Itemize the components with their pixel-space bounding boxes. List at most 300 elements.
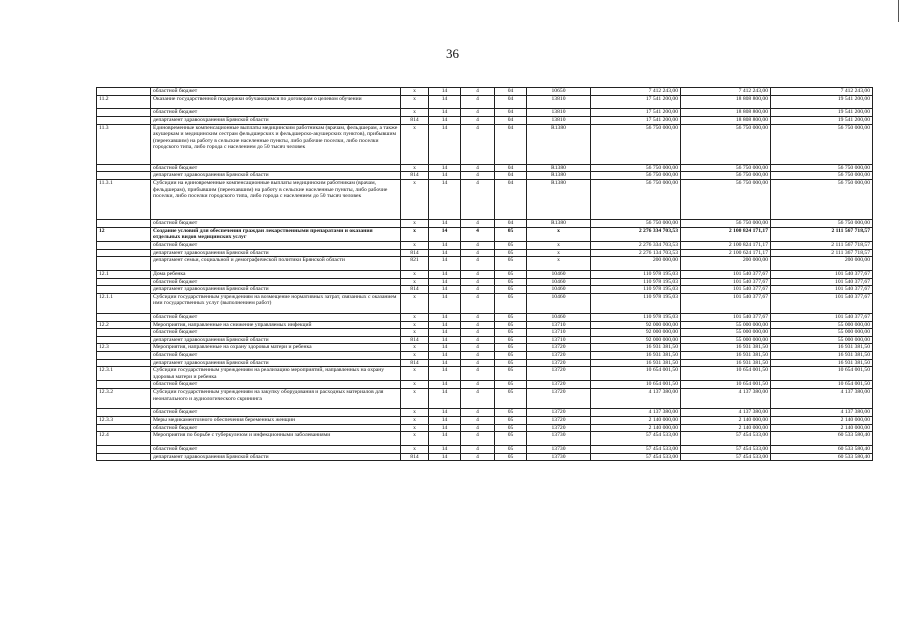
table-row [97, 293, 873, 313]
row-name: департамент здравоохранения Брянской области [151, 453, 401, 461]
target-code: 05 [495, 389, 527, 409]
row-name: областной бюджет [151, 164, 401, 172]
row-name: областной бюджет [151, 381, 401, 389]
admin-code: 814 [401, 453, 429, 461]
admin-code: х [401, 389, 429, 409]
amount-2019: 56 750 000,00 [591, 179, 681, 219]
amount-2021: 16 931 381,50 [771, 352, 873, 360]
target-code: 04 [495, 172, 527, 180]
amount-2019: 110 978 195,03 [591, 293, 681, 313]
subsection-code: 4 [461, 286, 495, 294]
expense-code: 13720 [527, 417, 591, 425]
expense-code: 13730 [527, 445, 591, 453]
amount-2019: 57 454 533,00 [591, 453, 681, 461]
amount-2020: 4 137 380,00 [681, 409, 771, 417]
row-name: областной бюджет [151, 278, 401, 286]
subsection-code: 4 [461, 329, 495, 337]
target-code: 05 [495, 241, 527, 249]
row-name: департамент здравоохранения Брянской области [151, 336, 401, 344]
section-code: 14 [429, 336, 461, 344]
section-code: 14 [429, 116, 461, 124]
amount-2020: 10 654 001,50 [681, 381, 771, 389]
amount-2019: 56 750 000,00 [591, 164, 681, 172]
admin-code: 814 [401, 359, 429, 367]
amount-2021: 200 000,00 [771, 257, 873, 271]
row-number: 12.1.1 [97, 293, 151, 313]
row-number [97, 359, 151, 367]
amount-2019: 10 654 001,50 [591, 381, 681, 389]
row-name: Дома ребенка [151, 270, 401, 278]
amount-2021: 19 541 200,00 [771, 116, 873, 124]
subsection-code: 4 [461, 241, 495, 249]
subsection-code: 4 [461, 417, 495, 425]
amount-2019: 110 978 195,03 [591, 314, 681, 322]
amount-2020: 2 100 824 171,17 [681, 227, 771, 241]
subsection-code: 4 [461, 336, 495, 344]
row-name: Мероприятия по борьбе с туберкулезом и инфекционными заболеваниями [151, 432, 401, 446]
admin-code: х [401, 321, 429, 329]
amount-2019: 200 000,00 [591, 257, 681, 271]
expense-code: 13720 [527, 389, 591, 409]
target-code: 05 [495, 321, 527, 329]
target-code: 04 [495, 179, 527, 219]
admin-code: х [401, 381, 429, 389]
section-code: 14 [429, 109, 461, 117]
amount-2021: 2 140 000,00 [771, 417, 873, 425]
section-code: 14 [429, 164, 461, 172]
amount-2020: 18 808 800,00 [681, 116, 771, 124]
target-code: 05 [495, 367, 527, 381]
amount-2020: 56 750 000,00 [681, 179, 771, 219]
amount-2019: 56 750 000,00 [591, 172, 681, 180]
row-number: 12.4 [97, 432, 151, 446]
amount-2021: 55 000 000,00 [771, 336, 873, 344]
admin-code: х [401, 179, 429, 219]
section-code: 14 [429, 241, 461, 249]
subsection-code: 4 [461, 95, 495, 109]
admin-code: х [401, 220, 429, 228]
table-row [97, 241, 873, 249]
expense-code: 13720 [527, 367, 591, 381]
amount-2020: 2 100 824 171,17 [681, 241, 771, 249]
row-name: департамент здравоохранения Брянской области [151, 172, 401, 180]
row-name: областной бюджет [151, 352, 401, 360]
amount-2021: 55 000 000,00 [771, 329, 873, 337]
amount-2020: 101 540 377,67 [681, 293, 771, 313]
expense-code: 10460 [527, 278, 591, 286]
subsection-code: 4 [461, 227, 495, 241]
section-code: 14 [429, 445, 461, 453]
amount-2020: 57 454 533,00 [681, 453, 771, 461]
table-row [97, 432, 873, 446]
admin-code: х [401, 227, 429, 241]
row-number [97, 278, 151, 286]
expense-code: R1380 [527, 164, 591, 172]
subsection-code: 4 [461, 424, 495, 432]
amount-2020: 2 140 000,00 [681, 424, 771, 432]
subsection-code: 4 [461, 359, 495, 367]
subsection-code: 4 [461, 344, 495, 352]
table-row [97, 164, 873, 172]
amount-2020: 2 140 000,00 [681, 417, 771, 425]
row-number [97, 381, 151, 389]
row-number [97, 116, 151, 124]
amount-2021: 2 111 567 718,57 [771, 241, 873, 249]
row-number [97, 352, 151, 360]
row-number: 12.3.1 [97, 367, 151, 381]
row-name: Мероприятия, направленные на охрану здоровья матери и ребенка [151, 344, 401, 352]
amount-2020: 56 750 000,00 [681, 220, 771, 228]
subsection-code: 4 [461, 278, 495, 286]
subsection-code: 4 [461, 249, 495, 257]
expense-code: 13720 [527, 352, 591, 360]
amount-2021: 56 750 000,00 [771, 179, 873, 219]
table-row [97, 286, 873, 294]
page-number: 36 [446, 46, 459, 61]
section-code: 14 [429, 270, 461, 278]
subsection-code: 4 [461, 367, 495, 381]
amount-2019: 110 978 195,03 [591, 278, 681, 286]
subsection-code: 4 [461, 257, 495, 271]
table-row [97, 124, 873, 164]
admin-code: х [401, 314, 429, 322]
amount-2019: 7 412 243,00 [591, 88, 681, 96]
expense-code: 10460 [527, 293, 591, 313]
row-name: областной бюджет [151, 220, 401, 228]
amount-2020: 55 000 000,00 [681, 321, 771, 329]
section-code: 14 [429, 286, 461, 294]
target-code: 05 [495, 286, 527, 294]
amount-2020: 57 454 533,00 [681, 445, 771, 453]
row-name: областной бюджет [151, 109, 401, 117]
amount-2021: 7 412 243,00 [771, 88, 873, 96]
target-code: 05 [495, 336, 527, 344]
row-name: Оказание государственной поддержки обучающимся по договорам о целевом обучении [151, 95, 401, 109]
amount-2020: 16 931 381,50 [681, 359, 771, 367]
amount-2021: 101 540 377,67 [771, 286, 873, 294]
admin-code: х [401, 432, 429, 446]
amount-2020: 101 540 377,67 [681, 314, 771, 322]
expense-code: 13810 [527, 116, 591, 124]
subsection-code: 4 [461, 432, 495, 446]
target-code: 04 [495, 88, 527, 96]
subsection-code: 4 [461, 381, 495, 389]
table-row [97, 352, 873, 360]
target-code: 05 [495, 417, 527, 425]
amount-2019: 2 276 334 703,53 [591, 227, 681, 241]
row-name: департамент здравоохранения Брянской области [151, 286, 401, 294]
amount-2020: 56 750 000,00 [681, 124, 771, 164]
subsection-code: 4 [461, 88, 495, 96]
admin-code: х [401, 329, 429, 337]
target-code: 05 [495, 409, 527, 417]
amount-2019: 57 454 533,00 [591, 432, 681, 446]
row-name: областной бюджет [151, 329, 401, 337]
table-row [97, 336, 873, 344]
row-name: Субсидии государственным учреждениям на закупку оборудования и расходных материалов для неонатального и аудиологического скрининга [151, 389, 401, 409]
target-code: 04 [495, 124, 527, 164]
target-code: 05 [495, 344, 527, 352]
section-code: 14 [429, 257, 461, 271]
row-number [97, 314, 151, 322]
target-code: 05 [495, 257, 527, 271]
row-name: областной бюджет [151, 88, 401, 96]
section-code: 14 [429, 278, 461, 286]
amount-2019: 17 541 200,00 [591, 109, 681, 117]
section-code: 14 [429, 293, 461, 313]
row-number [97, 424, 151, 432]
section-code: 14 [429, 367, 461, 381]
amount-2021: 19 541 200,00 [771, 95, 873, 109]
table-row [97, 270, 873, 278]
amount-2021: 101 540 377,67 [771, 293, 873, 313]
target-code: 05 [495, 445, 527, 453]
row-name: областной бюджет [151, 409, 401, 417]
expense-code: 13730 [527, 432, 591, 446]
amount-2019: 92 000 000,00 [591, 336, 681, 344]
target-code: 05 [495, 432, 527, 446]
row-number [97, 220, 151, 228]
amount-2019: 10 654 001,50 [591, 367, 681, 381]
row-name: департамент здравоохранения Брянской области [151, 249, 401, 257]
admin-code: 814 [401, 286, 429, 294]
amount-2020: 16 931 381,50 [681, 344, 771, 352]
amount-2020: 101 540 377,67 [681, 286, 771, 294]
amount-2021: 60 533 580,40 [771, 445, 873, 453]
amount-2020: 10 654 001,50 [681, 367, 771, 381]
subsection-code: 4 [461, 445, 495, 453]
table-row [97, 329, 873, 337]
row-number [97, 445, 151, 453]
amount-2020: 7 412 243,00 [681, 88, 771, 96]
amount-2019: 2 276 334 703,53 [591, 241, 681, 249]
target-code: 05 [495, 314, 527, 322]
section-code: 14 [429, 409, 461, 417]
section-code: 14 [429, 321, 461, 329]
row-number [97, 329, 151, 337]
expense-code: 13810 [527, 95, 591, 109]
expense-code: х [527, 241, 591, 249]
expense-code: R1380 [527, 172, 591, 180]
subsection-code: 4 [461, 164, 495, 172]
expense-code: 13730 [527, 453, 591, 461]
row-name: департамент здравоохранения Брянской области [151, 116, 401, 124]
amount-2021: 101 540 377,67 [771, 270, 873, 278]
row-name: Субсидии государственным учреждениям на реализацию мероприятий, направленных на охрану здоровья матери и ребенка [151, 367, 401, 381]
amount-2020: 56 750 000,00 [681, 172, 771, 180]
amount-2021: 16 931 381,50 [771, 344, 873, 352]
expense-code: 13720 [527, 344, 591, 352]
target-code: 04 [495, 109, 527, 117]
amount-2021: 56 750 000,00 [771, 172, 873, 180]
row-name: департамент семьи, социальной и демографической политики Брянской области [151, 257, 401, 271]
admin-code: х [401, 124, 429, 164]
subsection-code: 4 [461, 179, 495, 219]
table-row [97, 227, 873, 241]
admin-code: х [401, 424, 429, 432]
table-row [97, 249, 873, 257]
admin-code: х [401, 417, 429, 425]
section-code: 14 [429, 389, 461, 409]
admin-code: х [401, 293, 429, 313]
target-code: 04 [495, 164, 527, 172]
subsection-code: 4 [461, 314, 495, 322]
row-name: областной бюджет [151, 314, 401, 322]
row-number [97, 88, 151, 96]
table-row [97, 179, 873, 219]
expense-code: R1380 [527, 179, 591, 219]
amount-2021: 10 654 001,50 [771, 367, 873, 381]
amount-2020: 101 540 377,67 [681, 278, 771, 286]
budget-table [96, 87, 873, 461]
row-number: 12.3.2 [97, 389, 151, 409]
table-row [97, 278, 873, 286]
admin-code: х [401, 445, 429, 453]
target-code: 05 [495, 227, 527, 241]
target-code: 05 [495, 293, 527, 313]
target-code: 05 [495, 329, 527, 337]
admin-code: х [401, 270, 429, 278]
row-number: 11.3.1 [97, 179, 151, 219]
section-code: 14 [429, 172, 461, 180]
admin-code: х [401, 344, 429, 352]
row-name: Создание условий для обеспечения граждан лекарственными препаратами и оказания отдельных видов медицинских услуг [151, 227, 401, 241]
row-name: Субсидии государственным учреждениям на возмещение нормативных затрат, связанных с оказанием ими государственных услуг (выполнением работ) [151, 293, 401, 313]
amount-2020: 56 750 000,00 [681, 164, 771, 172]
target-code: 05 [495, 424, 527, 432]
table-row [97, 453, 873, 461]
section-code: 14 [429, 220, 461, 228]
subsection-code: 4 [461, 172, 495, 180]
table-row [97, 220, 873, 228]
admin-code: х [401, 278, 429, 286]
section-code: 14 [429, 424, 461, 432]
subsection-code: 4 [461, 124, 495, 164]
amount-2019: 16 931 381,50 [591, 359, 681, 367]
table-row [97, 109, 873, 117]
amount-2019: 92 000 000,00 [591, 321, 681, 329]
amount-2021: 4 137 380,00 [771, 409, 873, 417]
amount-2021: 2 111 367 718,57 [771, 249, 873, 257]
admin-code: 821 [401, 257, 429, 271]
amount-2021: 16 931 381,50 [771, 359, 873, 367]
target-code: 04 [495, 220, 527, 228]
expense-code: 13720 [527, 359, 591, 367]
amount-2019: 2 140 000,00 [591, 417, 681, 425]
amount-2021: 101 540 377,67 [771, 278, 873, 286]
table-row [97, 445, 873, 453]
row-name: областной бюджет [151, 241, 401, 249]
amount-2021: 101 540 377,67 [771, 314, 873, 322]
amount-2019: 110 978 195,03 [591, 286, 681, 294]
amount-2020: 101 540 377,67 [681, 270, 771, 278]
admin-code: х [401, 109, 429, 117]
target-code: 05 [495, 359, 527, 367]
table-row [97, 321, 873, 329]
section-code: 14 [429, 227, 461, 241]
row-number: 12.2 [97, 321, 151, 329]
subsection-code: 4 [461, 116, 495, 124]
section-code: 14 [429, 432, 461, 446]
row-number [97, 164, 151, 172]
table-row [97, 172, 873, 180]
amount-2019: 4 137 380,00 [591, 409, 681, 417]
row-name: Субсидии на единовременные компенсационные выплаты медицинским работникам (врачам, фельдшерам), прибывшим (переехавшим) на работу в сельские населенные пункты, либо рабочие поселки, либо поселки городского типа, либо города с населением до 50 тысяч человек [151, 179, 401, 219]
amount-2019: 16 931 381,50 [591, 344, 681, 352]
table-row [97, 116, 873, 124]
admin-code: х [401, 88, 429, 96]
table-row [97, 367, 873, 381]
section-code: 14 [429, 417, 461, 425]
subsection-code: 4 [461, 352, 495, 360]
admin-code: 814 [401, 116, 429, 124]
row-number [97, 172, 151, 180]
section-code: 14 [429, 95, 461, 109]
amount-2021: 56 750 000,00 [771, 164, 873, 172]
amount-2021: 2 140 000,00 [771, 424, 873, 432]
row-name: Меры медикаментозного обеспечения беременных женщин [151, 417, 401, 425]
subsection-code: 4 [461, 389, 495, 409]
amount-2019: 17 541 200,00 [591, 116, 681, 124]
target-code: 05 [495, 249, 527, 257]
table-row [97, 257, 873, 271]
row-name: областной бюджет [151, 424, 401, 432]
table-row [97, 314, 873, 322]
admin-code: х [401, 352, 429, 360]
amount-2019: 56 750 000,00 [591, 124, 681, 164]
amount-2020: 16 931 381,50 [681, 352, 771, 360]
table-row [97, 344, 873, 352]
admin-code: 814 [401, 249, 429, 257]
amount-2020: 4 137 380,00 [681, 389, 771, 409]
row-number [97, 249, 151, 257]
section-code: 14 [429, 124, 461, 164]
subsection-code: 4 [461, 270, 495, 278]
amount-2019: 57 454 533,00 [591, 445, 681, 453]
row-number: 12 [97, 227, 151, 241]
amount-2020: 55 000 000,00 [681, 329, 771, 337]
row-number: 11.3 [97, 124, 151, 164]
subsection-code: 4 [461, 321, 495, 329]
section-code: 14 [429, 179, 461, 219]
amount-2021: 60 533 580,40 [771, 432, 873, 446]
subsection-code: 4 [461, 293, 495, 313]
amount-2021: 55 000 000,00 [771, 321, 873, 329]
section-code: 14 [429, 359, 461, 367]
row-number [97, 286, 151, 294]
section-code: 14 [429, 381, 461, 389]
amount-2020: 2 100 624 171,17 [681, 249, 771, 257]
row-number [97, 336, 151, 344]
row-name: департамент здравоохранения Брянской области [151, 359, 401, 367]
section-code: 14 [429, 88, 461, 96]
admin-code: х [401, 241, 429, 249]
row-name: областной бюджет [151, 445, 401, 453]
target-code: 05 [495, 453, 527, 461]
amount-2019: 16 931 381,50 [591, 352, 681, 360]
amount-2021: 19 541 200,00 [771, 109, 873, 117]
amount-2020: 18 808 800,00 [681, 95, 771, 109]
row-number [97, 109, 151, 117]
target-code: 04 [495, 95, 527, 109]
row-number: 12.3 [97, 344, 151, 352]
expense-code: х [527, 257, 591, 271]
admin-code: х [401, 164, 429, 172]
row-number [97, 453, 151, 461]
amount-2019: 2 276 134 703,53 [591, 249, 681, 257]
table-row [97, 359, 873, 367]
target-code: 05 [495, 352, 527, 360]
